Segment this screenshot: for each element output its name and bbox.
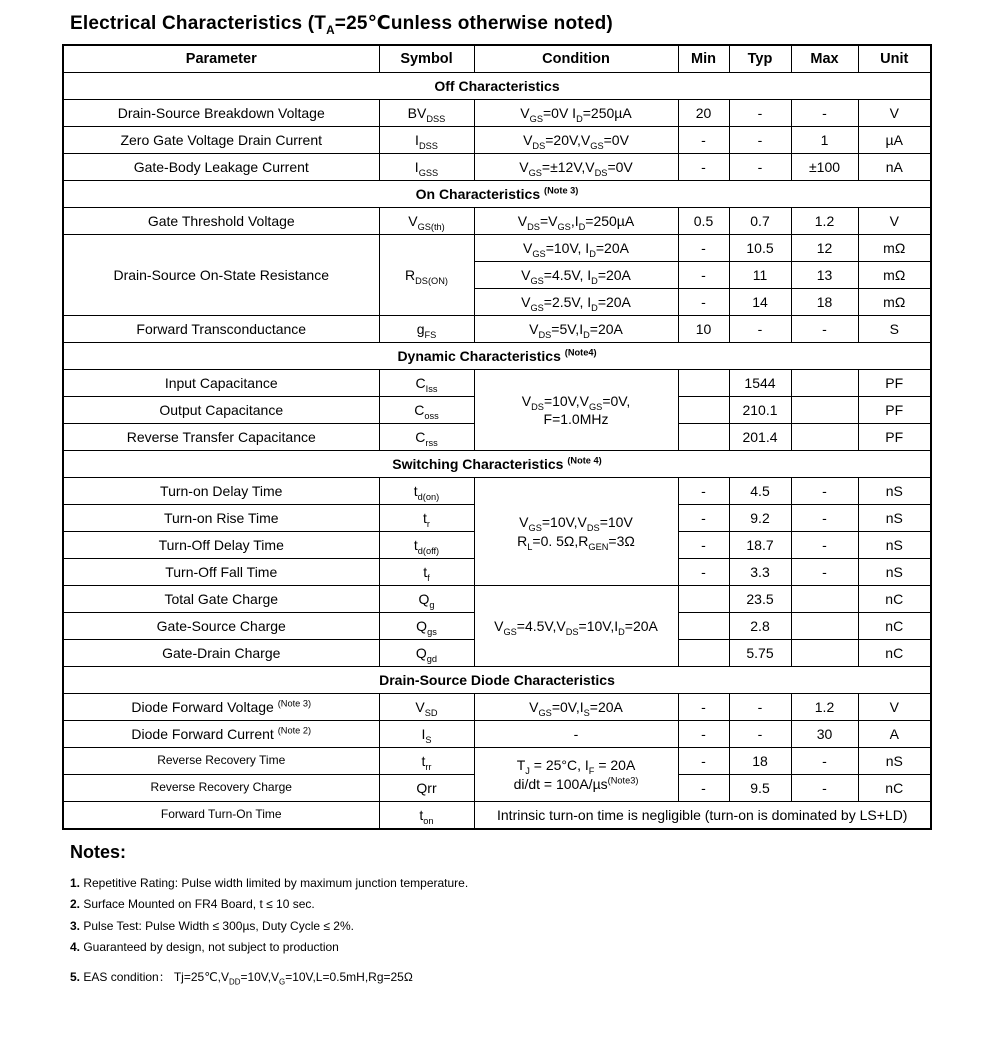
max-cell [791, 586, 858, 613]
table-row [63, 154, 931, 181]
column-header-typ: Typ [729, 45, 791, 73]
typ-cell: 3.3 [729, 559, 791, 586]
typ-cell: 18 [729, 748, 791, 775]
unit-cell: nS [858, 748, 931, 775]
typ-cell: 4.5 [729, 478, 791, 505]
min-cell: - [678, 478, 729, 505]
typ-cell: 9.2 [729, 505, 791, 532]
table-row [63, 316, 931, 343]
unit-cell: nC [858, 775, 931, 802]
min-cell [678, 397, 729, 424]
max-cell [791, 613, 858, 640]
condition-cell: $V_{DS}=V_{GS},I_D=250\mu A$ [474, 208, 678, 235]
typ-cell: 201.4 [729, 424, 791, 451]
symbol-cell: $C_{Iss}$ [379, 370, 474, 397]
unit-cell: PF [858, 397, 931, 424]
max-cell: 30 [791, 721, 858, 748]
unit-cell: PF [858, 424, 931, 451]
max-cell: - [791, 559, 858, 586]
symbol-cell: $t_r$ [379, 505, 474, 532]
param-cell: Diode Forward Current $^{(Note 2)}$ [63, 721, 379, 748]
min-cell: 10 [678, 316, 729, 343]
table-row [63, 478, 931, 505]
max-cell: 1 [791, 127, 858, 154]
condition-cell: - [474, 721, 678, 748]
symbol-cell: $BV_{DSS}$ [379, 100, 474, 127]
note-item [70, 873, 468, 894]
table-row [63, 721, 931, 748]
column-header-parameter: Parameter [63, 45, 379, 73]
symbol-cell: $t_{rr}$ [379, 748, 474, 775]
unit-cell: V [858, 100, 931, 127]
param-cell: Drain-Source On-State Resistance [63, 235, 379, 316]
min-cell: - [678, 262, 729, 289]
column-header-symbol: Symbol [379, 45, 474, 73]
param-cell: Gate-Body Leakage Current [63, 154, 379, 181]
param-cell: Turn-on Delay Time [63, 478, 379, 505]
typ-cell: 0.7 [729, 208, 791, 235]
unit-cell: nC [858, 640, 931, 667]
condition-cell: $V_{GS}=4.5V,V_{DS}=10V,I_D=20A$ [474, 586, 678, 667]
min-cell: - [678, 154, 729, 181]
min-cell: - [678, 721, 729, 748]
unit-cell: PF [858, 370, 931, 397]
max-cell: - [791, 316, 858, 343]
section-header: On Characteristics $^{(Note 3)}$ [63, 181, 931, 208]
symbol-cell: $g_{FS}$ [379, 316, 474, 343]
note-number: 1. [70, 876, 84, 890]
condition-cell: $V_{DS}=10V,V_{GS}=0V$, F=1.0MHz [474, 370, 678, 451]
note-text: Guaranteed by design, not subject to production [83, 940, 339, 955]
section-row [63, 451, 931, 478]
typ-cell: 10.5 [729, 235, 791, 262]
symbol-cell: $R_{DS(ON)}$ [379, 235, 474, 316]
note-item [70, 937, 468, 958]
unit-cell: mΩ [858, 235, 931, 262]
unit-cell: nS [858, 478, 931, 505]
section-row [63, 181, 931, 208]
table-row [63, 370, 931, 397]
max-cell [791, 640, 858, 667]
table-row [63, 694, 931, 721]
unit-cell: V [858, 208, 931, 235]
section-header: Drain-Source Diode Characteristics [63, 667, 931, 694]
symbol-cell: $Q_{gs}$ [379, 613, 474, 640]
typ-cell: 9.5 [729, 775, 791, 802]
max-cell: - [791, 748, 858, 775]
symbol-cell: $I_S$ [379, 721, 474, 748]
symbol-cell: Qrr [379, 775, 474, 802]
note-number: 4. [70, 940, 84, 955]
unit-cell: A [858, 721, 931, 748]
max-cell: 1.2 [791, 694, 858, 721]
min-cell [678, 586, 729, 613]
condition-cell: $T_J = 25^\circ C$, $I_F = 20A$ di/dt = 100A/µs$^{(Note3)}$ [474, 748, 678, 802]
min-cell [678, 424, 729, 451]
typ-cell: - [729, 154, 791, 181]
unit-cell: µA [858, 127, 931, 154]
notes-section [70, 842, 468, 989]
condition-cell: $V_{GS}=10V$, $I_D=20A$ [474, 235, 678, 262]
min-cell: - [678, 694, 729, 721]
column-header-max: Max [791, 45, 858, 73]
param-cell: Output Capacitance [63, 397, 379, 424]
condition-cell: $V_{GS}=10V,V_{DS}=10V$ $R_L=0$. $5\Omega,R_{GEN}=3\Omega$ [474, 478, 678, 586]
symbol-cell: $t_{d(off)}$ [379, 532, 474, 559]
symbol-cell: $t_{d(on)}$ [379, 478, 474, 505]
max-cell [791, 397, 858, 424]
param-cell: Zero Gate Voltage Drain Current [63, 127, 379, 154]
page-title: Electrical Characteristics ($T_A=25℃unless$ otherwise noted) [70, 13, 613, 37]
param-cell: Turn-Off Delay Time [63, 532, 379, 559]
min-cell: - [678, 748, 729, 775]
symbol-cell: $t_f$ [379, 559, 474, 586]
param-cell: Drain-Source Breakdown Voltage [63, 100, 379, 127]
unit-cell: mΩ [858, 262, 931, 289]
note-item [70, 916, 468, 937]
symbol-cell: $V_{GS(th)}$ [379, 208, 474, 235]
param-cell: Gate Threshold Voltage [63, 208, 379, 235]
param-cell: Turn-on Rise Time [63, 505, 379, 532]
condition-cell: $V_{GS}=\pm 12V,V_{DS}=0V$ [474, 154, 678, 181]
typ-cell: - [729, 316, 791, 343]
max-cell: - [791, 478, 858, 505]
note-text: Pulse Test: Pulse Width ≤ 300µs, Duty Cycle ≤ 2%. [83, 918, 354, 933]
param-cell: Diode Forward Voltage $^{(Note 3)}$ [63, 694, 379, 721]
section-row [63, 73, 931, 100]
note-text: Surface Mounted on FR4 Board, t ≤ 10 sec. [83, 897, 315, 912]
unit-cell: nC [858, 586, 931, 613]
table-body [63, 73, 931, 830]
table-row [63, 100, 931, 127]
symbol-cell: $t_{on}$ [379, 802, 474, 830]
max-cell: - [791, 775, 858, 802]
min-cell: - [678, 559, 729, 586]
param-cell: Turn-Off Fall Time [63, 559, 379, 586]
typ-cell: 210.1 [729, 397, 791, 424]
min-cell [678, 613, 729, 640]
min-cell: - [678, 235, 729, 262]
typ-cell: 23.5 [729, 586, 791, 613]
min-cell: 20 [678, 100, 729, 127]
unit-cell: nC [858, 613, 931, 640]
section-row [63, 667, 931, 694]
unit-cell: nS [858, 532, 931, 559]
min-cell: - [678, 532, 729, 559]
table-row [63, 586, 931, 613]
param-cell: Gate-Source Charge [63, 613, 379, 640]
symbol-cell: $Q_{gd}$ [379, 640, 474, 667]
table-row [63, 235, 931, 262]
symbol-cell: $Q_g$ [379, 586, 474, 613]
section-header: Dynamic Characteristics $^{(Note4)}$ [63, 343, 931, 370]
electrical-characteristics-table [62, 44, 932, 830]
max-cell [791, 424, 858, 451]
typ-cell: 14 [729, 289, 791, 316]
max-cell: 18 [791, 289, 858, 316]
min-cell: - [678, 127, 729, 154]
max-cell: 12 [791, 235, 858, 262]
typ-cell: 1544 [729, 370, 791, 397]
max-cell [791, 370, 858, 397]
min-cell [678, 370, 729, 397]
param-cell: Total Gate Charge [63, 586, 379, 613]
max-cell: ±100 [791, 154, 858, 181]
max-cell: - [791, 505, 858, 532]
symbol-cell: $I_{DSS}$ [379, 127, 474, 154]
section-header: Switching Characteristics $^{(Note 4)}$ [63, 451, 931, 478]
symbol-cell: $C_{rss}$ [379, 424, 474, 451]
note-number: 3. [70, 918, 84, 933]
note-text: EAS condition： $Tj=25℃,V_{DD}=10V,V_G=10V,L=0.5mH,Rg=25\Omega$ [83, 970, 413, 987]
param-cell: Forward Turn-On Time [63, 802, 379, 830]
note-number: 5. [70, 970, 84, 985]
table-header-row [63, 45, 931, 73]
table-row [63, 127, 931, 154]
unit-cell: V [858, 694, 931, 721]
typ-cell: 2.8 [729, 613, 791, 640]
note-text: Repetitive Rating: Pulse width limited by maximum junction temperature. [83, 876, 469, 890]
unit-cell: nA [858, 154, 931, 181]
typ-cell: 5.75 [729, 640, 791, 667]
condition-cell: $V_{GS}=4.5V$, $I_D=20A$ [474, 262, 678, 289]
typ-cell: 11 [729, 262, 791, 289]
typ-cell: 18.7 [729, 532, 791, 559]
condition-cell: $V_{GS}=0V,I_S=20A$ [474, 694, 678, 721]
unit-cell: nS [858, 559, 931, 586]
symbol-cell: $I_{GSS}$ [379, 154, 474, 181]
column-header-condition: Condition [474, 45, 678, 73]
column-header-min: Min [678, 45, 729, 73]
section-header: Off Characteristics [63, 73, 931, 100]
unit-cell: mΩ [858, 289, 931, 316]
typ-cell: - [729, 694, 791, 721]
param-cell: Reverse Transfer Capacitance [63, 424, 379, 451]
table-row [63, 208, 931, 235]
min-cell: - [678, 505, 729, 532]
max-cell: - [791, 100, 858, 127]
typ-cell: - [729, 100, 791, 127]
unit-cell: S [858, 316, 931, 343]
typ-cell: - [729, 127, 791, 154]
note-item [70, 967, 468, 988]
max-cell: 13 [791, 262, 858, 289]
condition-cell: $V_{GS}=0V$ $I_D=250\mu A$ [474, 100, 678, 127]
note-number: 2. [70, 897, 84, 912]
param-cell: Forward Transconductance [63, 316, 379, 343]
condition-cell: Intrinsic turn-on time is negligible (turn-on is dominated by LS+LD) [474, 802, 931, 830]
note-item [70, 894, 468, 915]
column-header-unit: Unit [858, 45, 931, 73]
min-cell: 0.5 [678, 208, 729, 235]
min-cell: - [678, 775, 729, 802]
symbol-cell: $V_{SD}$ [379, 694, 474, 721]
min-cell [678, 640, 729, 667]
typ-cell: - [729, 721, 791, 748]
symbol-cell: $C_{oss}$ [379, 397, 474, 424]
param-cell: Gate-Drain Charge [63, 640, 379, 667]
notes-list [70, 873, 468, 989]
min-cell: - [678, 289, 729, 316]
table-row [63, 748, 931, 775]
unit-cell: nS [858, 505, 931, 532]
condition-cell: $V_{DS}=20V,V_{GS}=0V$ [474, 127, 678, 154]
condition-cell: $V_{GS}=2.5V$, $I_D=20A$ [474, 289, 678, 316]
param-cell: Reverse Recovery Charge [63, 775, 379, 802]
max-cell: 1.2 [791, 208, 858, 235]
param-cell: Input Capacitance [63, 370, 379, 397]
table-row [63, 802, 931, 830]
section-row [63, 343, 931, 370]
max-cell: - [791, 532, 858, 559]
condition-cell: $V_{DS}=5V,I_D=20A$ [474, 316, 678, 343]
param-cell: Reverse Recovery Time [63, 748, 379, 775]
notes-heading: Notes: [70, 842, 127, 862]
